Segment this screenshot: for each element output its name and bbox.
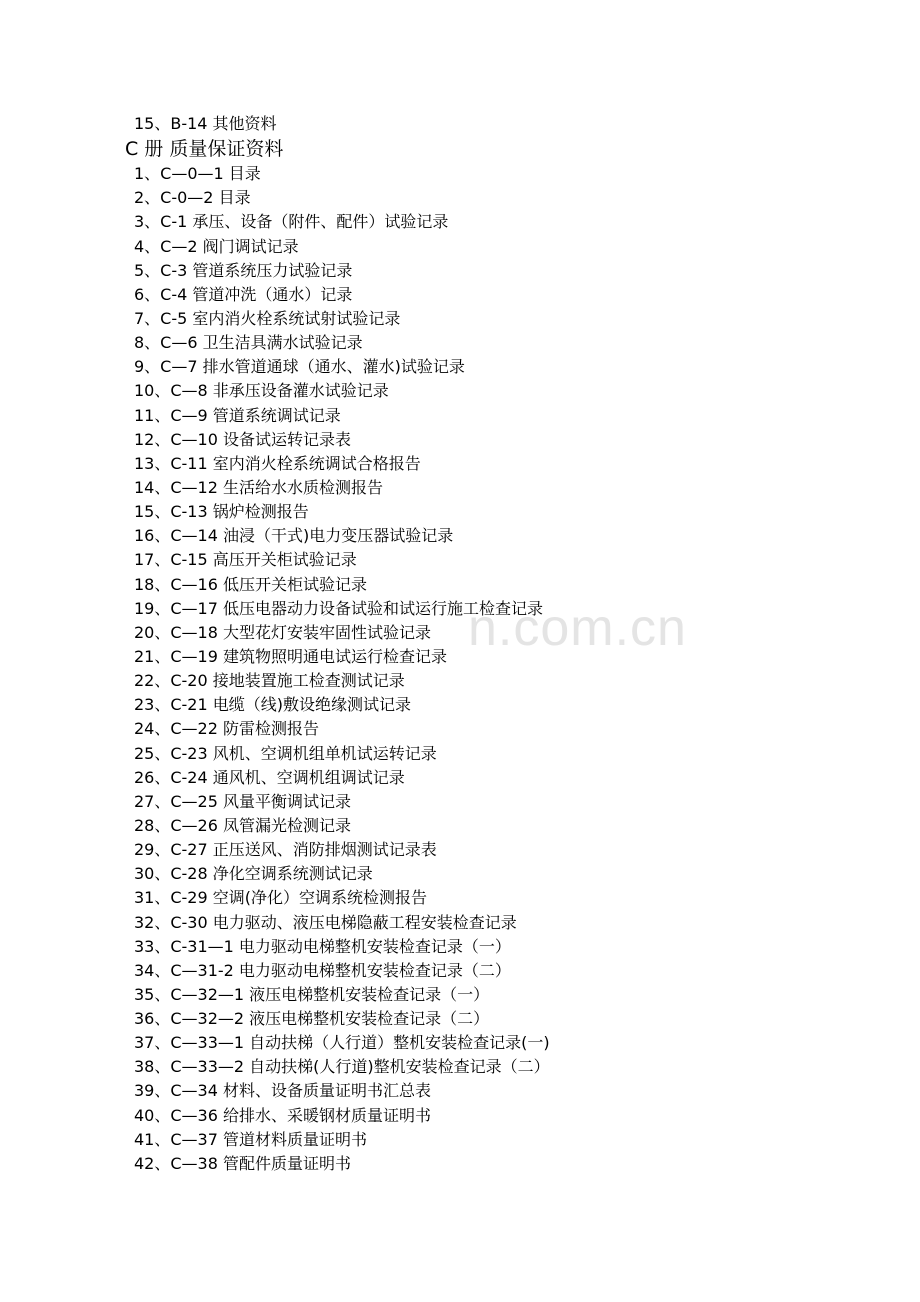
list-item: 10、C—8 非承压设备灌水试验记录 bbox=[134, 381, 389, 401]
list-item: 37、C—33—1 自动扶梯（人行道）整机安装检查记录(一) bbox=[134, 1033, 550, 1053]
list-item: 18、C—16 低压开关柜试验记录 bbox=[134, 574, 367, 594]
list-item: 41、C—37 管道材料质量证明书 bbox=[134, 1129, 367, 1149]
list-item: 21、C—19 建筑物照明通电试运行检查记录 bbox=[134, 646, 447, 666]
list-item: 7、C-5 室内消火栓系统试射试验记录 bbox=[134, 308, 401, 328]
list-item: 11、C—9 管道系统调试记录 bbox=[134, 405, 341, 425]
list-item: 22、C-20 接地装置施工检查测试记录 bbox=[134, 671, 405, 691]
list-item: 5、C-3 管道系统压力试验记录 bbox=[134, 260, 353, 280]
list-item: 1、C—0—1 目录 bbox=[134, 164, 261, 184]
list-item: 9、C—7 排水管道通球（通水、灌水)试验记录 bbox=[134, 357, 465, 377]
list-item: 27、C—25 风量平衡调试记录 bbox=[134, 791, 351, 811]
list-item: 35、C—32—1 液压电梯整机安装检查记录（一） bbox=[134, 984, 490, 1004]
list-item: 15、C-13 锅炉检测报告 bbox=[134, 502, 309, 522]
list-item: 20、C—18 大型花灯安装牢固性试验记录 bbox=[134, 622, 431, 642]
section-heading: C 册 质量保证资料 bbox=[125, 138, 284, 161]
list-item: 6、C-4 管道冲洗（通水）记录 bbox=[134, 284, 353, 304]
list-item-top: 15、B-14 其他资料 bbox=[134, 114, 277, 133]
list-item: 42、C—38 管配件质量证明书 bbox=[134, 1153, 351, 1173]
list-item: 40、C—36 给排水、采暖钢材质量证明书 bbox=[134, 1105, 431, 1125]
list-item: 17、C-15 高压开关柜试验记录 bbox=[134, 550, 357, 570]
list-item: 26、C-24 通风机、空调机组调试记录 bbox=[134, 767, 405, 787]
list-item: 24、C—22 防雷检测报告 bbox=[134, 719, 319, 739]
table-of-contents bbox=[0, 112, 920, 1176]
list-item: 14、C—12 生活给水水质检测报告 bbox=[134, 477, 383, 497]
list-item: 33、C-31—1 电力驱动电梯整机安装检查记录（一） bbox=[134, 936, 511, 956]
list-item: 30、C-28 净化空调系统测试记录 bbox=[134, 864, 373, 884]
list-item: 31、C-29 空调(净化）空调系统检测报告 bbox=[134, 888, 427, 908]
list-item: 4、C—2 阀门调试记录 bbox=[134, 236, 299, 256]
list-item: 39、C—34 材料、设备质量证明书汇总表 bbox=[134, 1081, 431, 1101]
list-item: 34、C—31-2 电力驱动电梯整机安装检查记录（二） bbox=[134, 960, 511, 980]
list-item: 28、C—26 凤管漏光检测记录 bbox=[134, 815, 351, 835]
list-item: 8、C—6 卫生洁具满水试验记录 bbox=[134, 333, 363, 353]
list-item: 32、C-30 电力驱动、液压电梯隐蔽工程安装检查记录 bbox=[134, 912, 517, 932]
section-items bbox=[0, 162, 920, 1176]
list-item: 16、C—14 油浸（干式)电力变压器试验记录 bbox=[134, 526, 454, 546]
list-item: 23、C-21 电缆（线)敷设绝缘测试记录 bbox=[134, 695, 411, 715]
list-item: 19、C—17 低压电器动力设备试验和试运行施工检查记录 bbox=[134, 598, 543, 618]
list-item: 3、C-1 承压、设备（附件、配件）试验记录 bbox=[134, 212, 449, 232]
list-item: 36、C—32—2 液压电梯整机安装检查记录（二） bbox=[134, 1009, 490, 1029]
list-item: 2、C-0—2 目录 bbox=[134, 188, 251, 208]
list-item: 29、C-27 正压送风、消防排烟测试记录表 bbox=[134, 840, 437, 860]
list-item: 12、C—10 设备试运转记录表 bbox=[134, 429, 351, 449]
list-item: 13、C-11 室内消火栓系统调试合格报告 bbox=[134, 453, 421, 473]
list-item: 25、C-23 风机、空调机组单机试运转记录 bbox=[134, 743, 437, 763]
watermark-text: n.com.cn bbox=[468, 599, 687, 657]
list-item: 38、C—33—2 自动扶梯(人行道)整机安装检查记录（二） bbox=[134, 1057, 550, 1077]
